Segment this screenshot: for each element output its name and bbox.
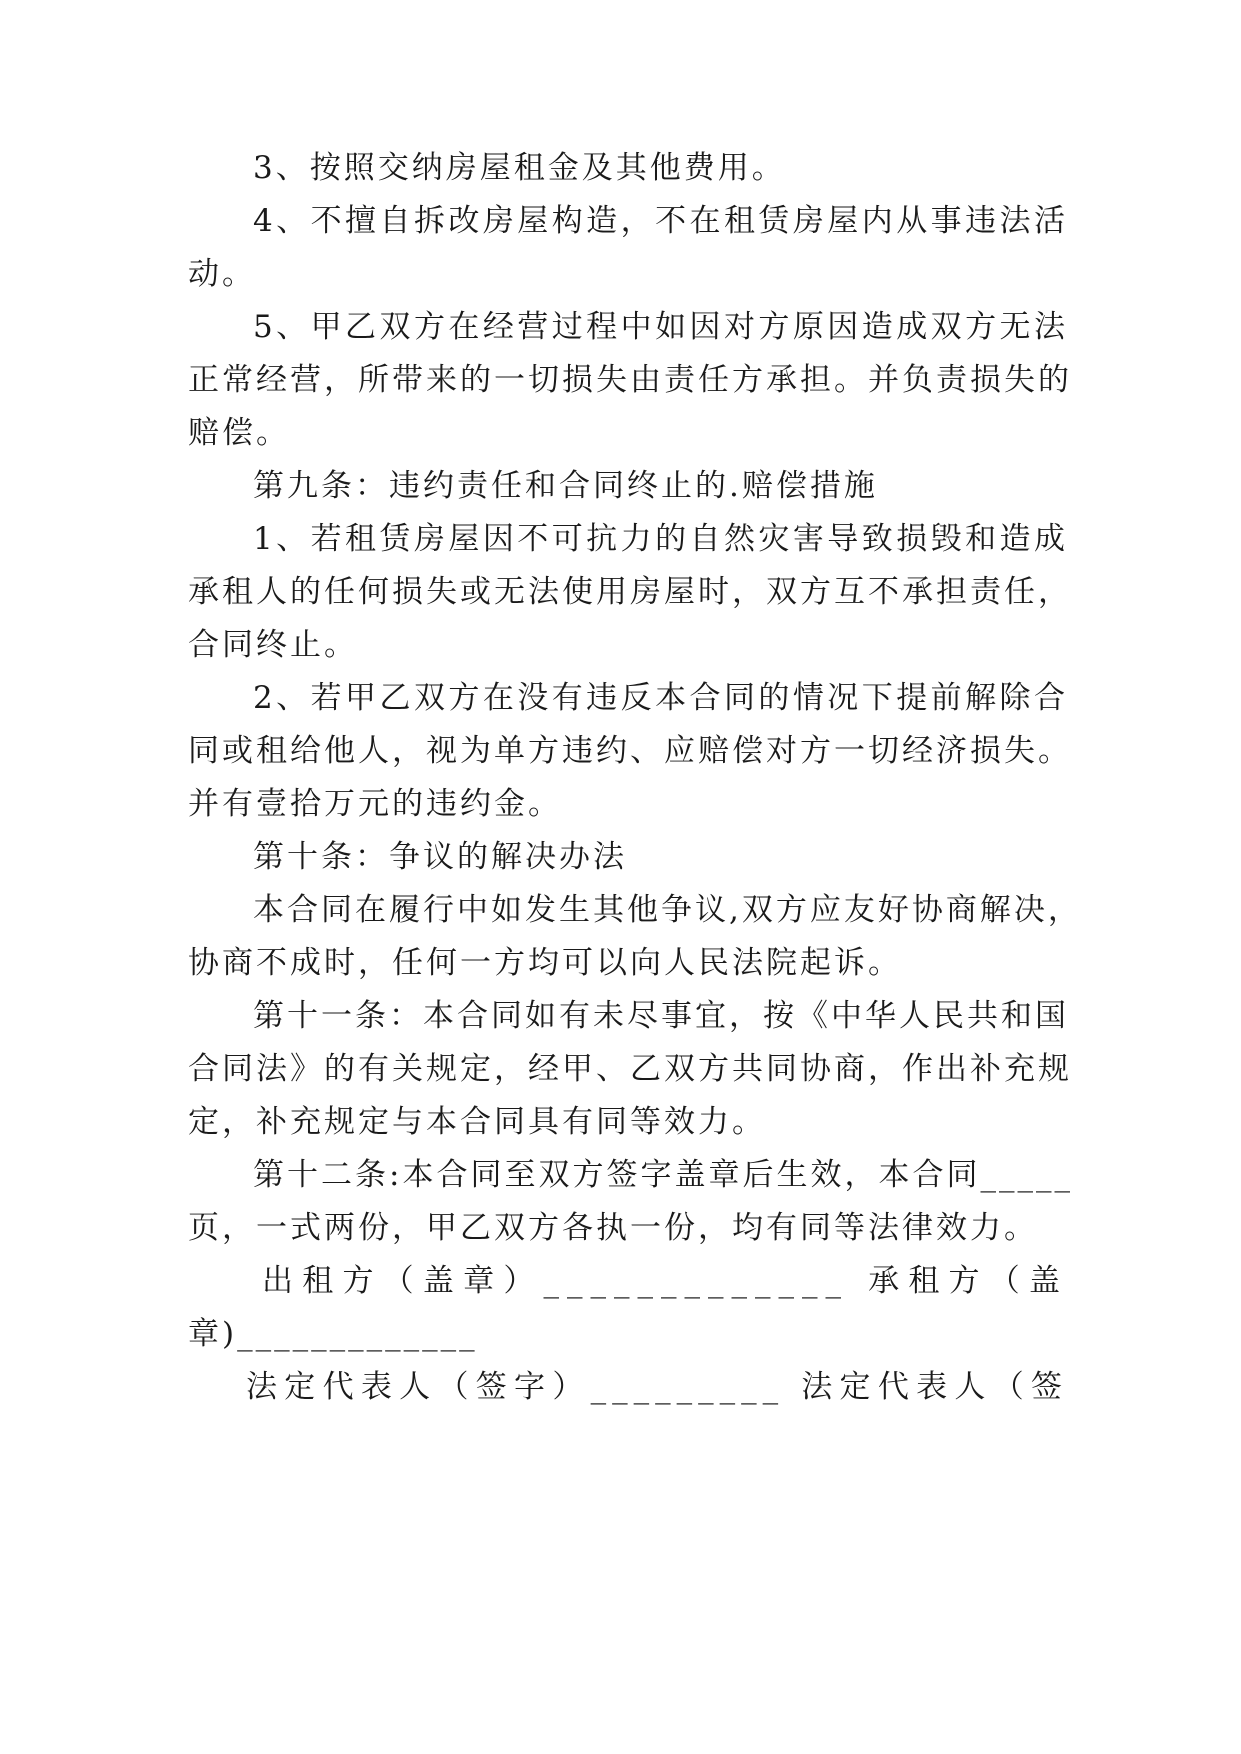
clause-9-heading: 第九条：违约责任和合同终止的.赔偿措施 — [253, 468, 878, 504]
clause-9-item-1-line-1: 1、若租赁房屋因不可抗力的自然灾害导致损毁和造成 — [253, 521, 1068, 557]
clause-12-line-1: 第十二条:本合同至双方签字盖章后生效，本合同_____ — [253, 1157, 1073, 1193]
clause-8-item-4-line-2: 动。 — [188, 256, 256, 292]
clause-9-item-1-line-3: 合同终止。 — [188, 627, 358, 663]
clause-12-line-2: 页，一式两份，甲乙双方各执一份，均有同等法律效力。 — [188, 1210, 1038, 1246]
clause-11-line-2: 合同法》的有关规定，经甲、乙双方共同协商，作出补充规 — [188, 1051, 1072, 1087]
clause-10-heading: 第十条：争议的解决办法 — [253, 839, 627, 875]
clause-8-item-4-line-1: 4、不擅自拆改房屋构造，不在租赁房屋内从事违法活 — [253, 203, 1068, 239]
clause-10-body-line-2: 协商不成时，任何一方均可以向人民法院起诉。 — [188, 945, 902, 981]
clause-8-item-3: 3、按照交纳房屋租金及其他费用。 — [253, 150, 786, 186]
clause-8-item-5-line-2: 正常经营，所带来的一切损失由责任方承担。并负责损失的 — [188, 362, 1072, 398]
signature-legal-representative-line: 法定代表人（签字）_________ 法定代表人（签 — [246, 1369, 1068, 1405]
clause-9-item-2-line-2: 同或租给他人，视为单方违约、应赔偿对方一切经济损失。 — [188, 733, 1072, 769]
clause-9-item-2-line-1: 2、若甲乙双方在没有违反本合同的情况下提前解除合 — [253, 680, 1068, 716]
signature-lessor-lessee-line-2: 章)_____________ — [188, 1316, 478, 1352]
clause-8-item-5-line-3: 赔偿。 — [188, 415, 290, 451]
clause-11-line-3: 定，补充规定与本合同具有同等效力。 — [188, 1104, 766, 1140]
clause-9-item-1-line-2: 承租人的任何损失或无法使用房屋时，双方互不承担责任， — [188, 574, 1072, 610]
clause-10-body-line-1: 本合同在履行中如发生其他争议,双方应友好协商解决， — [253, 892, 1082, 928]
clause-8-item-5-line-1: 5、甲乙双方在经营过程中如因对方原因造成双方无法 — [253, 309, 1068, 345]
signature-lessor-lessee-line-1: 出租方（盖章）_____________ 承租方（盖 — [262, 1263, 1068, 1299]
clause-9-item-2-line-3: 并有壹拾万元的违约金。 — [188, 786, 562, 822]
clause-11-line-1: 第十一条：本合同如有未尽事宜，按《中华人民共和国 — [253, 998, 1069, 1034]
